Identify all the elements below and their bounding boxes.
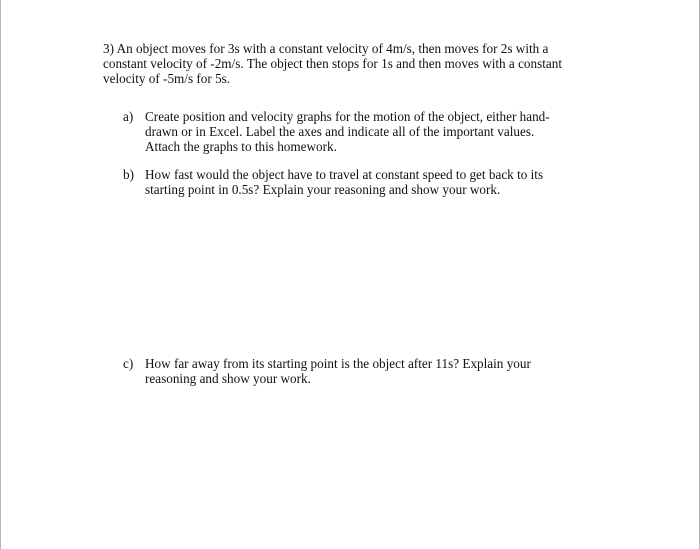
part-c-letter: c) [123,356,134,371]
part-a-letter: a) [123,109,134,124]
part-c-text: How far away from its starting point is the object after 11s? Explain your reasoning and show your work. [145,356,531,386]
part-b-text: How fast would the object have to travel at constant speed to get back to its starting point in 0.5s? Explain your reasoning and show your work. [145,167,544,197]
question-number: 3) [103,41,114,56]
part-a-text: Create position and velocity graphs for the motion of the object, either hand-drawn or in Excel. Label the axes and indicate all of the important values. Attach the graphs to this homework. [145,109,550,154]
document-body [103,41,583,386]
part-b-letter: b) [123,167,134,182]
part-a [123,109,563,154]
part-c [123,356,563,386]
part-b [123,167,563,197]
question-3 [103,41,583,86]
question-text: An object moves for 3s with a constant velocity of 4m/s, then moves for 2s with a constant velocity of -2m/s. The object then stops for 1s and then moves with a constant velocity of -5m/s for 5s. [103,41,563,86]
